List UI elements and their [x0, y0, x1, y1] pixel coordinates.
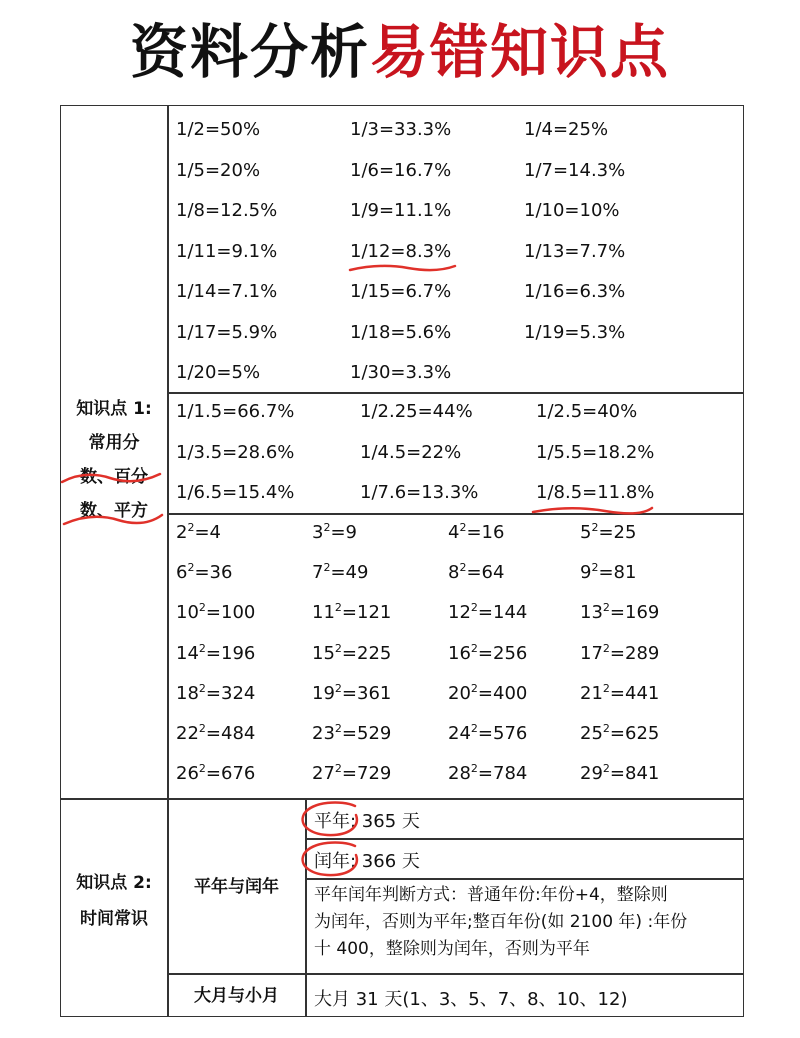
equals-sign: =: [205, 723, 221, 744]
square-value: [580, 763, 659, 784]
square-value: [448, 643, 527, 664]
fraction-value: 1/30=3.3%: [350, 362, 452, 383]
square-base: 3: [312, 522, 324, 543]
fraction-value: 1/7=14.3%: [524, 159, 626, 181]
square-base: 29: [580, 763, 603, 785]
fraction-value: 1/8=12.5%: [176, 200, 278, 221]
square-base: 14: [176, 642, 199, 664]
square-value: [176, 562, 232, 583]
fraction-value: 1/11=9.1%: [176, 240, 278, 262]
equals-sign: =: [477, 723, 493, 744]
square-value: [312, 602, 391, 623]
leap-year-rule-line: 十 400，整除则为闰年，否则为平年: [314, 939, 590, 959]
square-base: 20: [448, 682, 471, 704]
square-value: [176, 643, 255, 664]
square-exponent: 2: [334, 762, 342, 776]
equals-sign: =: [341, 602, 357, 624]
square-base: 10: [176, 602, 199, 624]
fraction-value: 1/14=7.1%: [176, 281, 278, 302]
square-result: 225: [357, 642, 392, 664]
square-base: 5: [580, 522, 592, 543]
square-exponent: 2: [198, 601, 206, 615]
square-result: 400: [493, 682, 528, 704]
equals-sign: =: [341, 682, 357, 704]
square-result: 289: [625, 642, 660, 664]
square-base: 27: [312, 763, 335, 785]
section1-label: [62, 392, 166, 528]
square-value: [448, 522, 504, 543]
decimal-value: 1/7.6=13.3%: [360, 482, 479, 503]
square-value: [580, 723, 659, 744]
square-base: 8: [448, 562, 460, 584]
square-exponent: 2: [187, 521, 195, 534]
equals-sign: =: [477, 602, 493, 624]
square-exponent: 2: [470, 762, 478, 776]
fraction-value: 1/6=16.7%: [350, 159, 452, 181]
equals-sign: =: [609, 602, 625, 624]
page-title: [0, 0, 800, 104]
equals-sign: =: [341, 763, 357, 785]
fraction-value: 1/17=5.9%: [176, 321, 278, 343]
square-exponent: 2: [198, 641, 206, 655]
square-exponent: 2: [198, 762, 206, 776]
square-exponent: 2: [591, 521, 599, 534]
square-exponent: 2: [334, 681, 342, 695]
divider-fractions-decimals: [167, 392, 744, 394]
square-exponent: 2: [602, 762, 610, 776]
square-base: 21: [580, 682, 603, 704]
square-base: 6: [176, 562, 188, 584]
square-exponent: 2: [602, 641, 610, 655]
square-result: 529: [357, 723, 392, 744]
square-exponent: 2: [334, 601, 342, 615]
square-value: [580, 683, 659, 704]
section1-label-line: 数、百分: [80, 467, 148, 487]
equals-sign: =: [609, 682, 625, 704]
fraction-value: 1/12=8.3%: [350, 240, 452, 262]
section2-label-line: 时间常识: [80, 909, 148, 929]
square-base: 2: [176, 522, 188, 543]
month-text: 大月 31 天(1、3、5、7、8、10、12): [314, 989, 628, 1010]
equals-sign: =: [330, 522, 346, 543]
divider-year-col: [305, 798, 307, 1017]
equals-sign: =: [609, 723, 625, 744]
square-result: 784: [493, 763, 528, 785]
square-result: 729: [357, 763, 392, 785]
square-result: 9: [345, 522, 357, 543]
square-value: [580, 643, 659, 664]
square-base: 24: [448, 723, 471, 744]
square-result: 196: [221, 642, 256, 664]
decimal-value: 1/8.5=11.8%: [536, 482, 655, 503]
square-exponent: 2: [591, 561, 599, 575]
equals-sign: =: [205, 763, 221, 785]
divider-section1-section2: [60, 798, 744, 800]
square-value: [448, 723, 527, 744]
square-result: 361: [357, 682, 392, 704]
square-value: [312, 522, 357, 543]
fraction-value: 1/5=20%: [176, 159, 261, 181]
leap-year-days: : 366 天: [350, 851, 420, 872]
leap-year-rule-line: 平年闰年判断方式：普通年份:年份+4，整除则: [314, 885, 668, 905]
equals-sign: =: [205, 682, 221, 704]
square-base: 16: [448, 642, 471, 664]
fraction-value: 1/18=5.6%: [350, 321, 452, 343]
square-value: [448, 683, 527, 704]
fraction-value: 1/4=25%: [524, 119, 609, 140]
square-value: [176, 763, 255, 784]
decimal-value: 1/2.25=44%: [360, 401, 473, 422]
square-result: 25: [613, 522, 637, 543]
decimal-value: 1/6.5=15.4%: [176, 482, 295, 503]
equals-sign: =: [330, 562, 346, 584]
fraction-value: 1/2=50%: [176, 119, 261, 140]
divider-year-month: [167, 973, 744, 975]
decimal-value: 1/5.5=18.2%: [536, 441, 655, 463]
square-result: 4: [209, 522, 221, 543]
square-base: 23: [312, 723, 335, 744]
square-result: 16: [481, 522, 505, 543]
fraction-value: 1/20=5%: [176, 362, 261, 383]
square-result: 49: [345, 562, 369, 584]
square-exponent: 2: [470, 641, 478, 655]
fraction-value: 1/16=6.3%: [524, 281, 626, 302]
square-result: 625: [625, 723, 660, 744]
square-value: [448, 763, 527, 784]
section1-label-line: 数、平方: [80, 501, 148, 521]
square-exponent: 2: [602, 681, 610, 695]
divider-common-leap: [305, 838, 744, 840]
square-exponent: 2: [323, 561, 331, 575]
equals-sign: =: [598, 562, 614, 584]
square-exponent: 2: [470, 601, 478, 615]
square-result: 81: [613, 562, 637, 584]
square-exponent: 2: [602, 722, 610, 735]
equals-sign: =: [466, 562, 482, 584]
equals-sign: =: [598, 522, 614, 543]
leap-year-row: [314, 847, 420, 873]
square-exponent: 2: [334, 641, 342, 655]
fraction-value: 1/9=11.1%: [350, 200, 452, 221]
common-year-row: [314, 807, 420, 833]
section1-label-line: 知识点 1:: [76, 399, 152, 419]
common-year-term: 平年: [314, 811, 350, 832]
square-exponent: 2: [198, 681, 206, 695]
square-value: [312, 763, 391, 784]
square-value: [580, 602, 659, 623]
equals-sign: =: [341, 642, 357, 664]
decimal-value: 1/1.5=66.7%: [176, 401, 295, 422]
equals-sign: =: [194, 562, 210, 584]
square-base: 18: [176, 682, 199, 704]
square-value: [312, 643, 391, 664]
square-base: 9: [580, 562, 592, 584]
leap-year-rule: [314, 882, 744, 963]
divider-leap-rule: [305, 878, 744, 880]
decimal-value: 1/3.5=28.6%: [176, 441, 295, 463]
square-result: 841: [625, 763, 660, 785]
square-exponent: 2: [470, 681, 478, 695]
square-exponent: 2: [334, 722, 342, 735]
square-value: [448, 562, 504, 583]
equals-sign: =: [466, 522, 482, 543]
fraction-value: 1/13=7.7%: [524, 240, 626, 262]
square-result: 144: [493, 602, 528, 624]
square-base: 4: [448, 522, 460, 543]
square-exponent: 2: [323, 521, 331, 534]
square-base: 22: [176, 723, 199, 744]
square-value: [580, 562, 636, 583]
square-result: 64: [481, 562, 505, 584]
square-result: 256: [493, 642, 528, 664]
equals-sign: =: [341, 723, 357, 744]
square-value: [580, 522, 636, 543]
fraction-value: 1/19=5.3%: [524, 321, 626, 343]
square-result: 121: [357, 602, 392, 624]
square-base: 28: [448, 763, 471, 785]
square-base: 7: [312, 562, 324, 584]
equals-sign: =: [205, 602, 221, 624]
square-value: [176, 522, 221, 543]
square-result: 36: [209, 562, 233, 584]
divider-label-col-top: [167, 105, 169, 798]
fraction-value: 1/3=33.3%: [350, 119, 452, 140]
equals-sign: =: [609, 763, 625, 785]
square-result: 169: [625, 602, 660, 624]
square-value: [312, 723, 391, 744]
leap-year-term: 闰年: [314, 851, 350, 872]
square-exponent: 2: [602, 601, 610, 615]
title-red: 易错知识点: [370, 18, 671, 86]
square-value: [176, 602, 255, 623]
decimal-value: 1/2.5=40%: [536, 401, 638, 422]
square-base: 17: [580, 642, 603, 664]
equals-sign: =: [477, 763, 493, 785]
square-base: 15: [312, 642, 335, 664]
fraction-value: 1/10=10%: [524, 200, 620, 221]
square-result: 441: [625, 682, 660, 704]
equals-sign: =: [477, 642, 493, 664]
square-value: [312, 562, 368, 583]
year-label: 平年与闰年: [194, 877, 279, 897]
square-result: 484: [221, 723, 256, 744]
square-base: 12: [448, 602, 471, 624]
common-year-days: : 365 天: [350, 811, 420, 832]
equals-sign: =: [205, 642, 221, 664]
fraction-value: 1/15=6.7%: [350, 281, 452, 302]
equals-sign: =: [194, 522, 210, 543]
square-exponent: 2: [187, 561, 195, 575]
equals-sign: =: [609, 642, 625, 664]
square-base: 11: [312, 602, 335, 624]
month-label: 大月与小月: [194, 986, 279, 1006]
square-base: 25: [580, 723, 603, 744]
square-value: [312, 683, 391, 704]
square-base: 19: [312, 682, 335, 704]
square-exponent: 2: [459, 521, 467, 534]
square-exponent: 2: [198, 722, 206, 735]
square-base: 26: [176, 763, 199, 785]
square-value: [176, 723, 255, 744]
square-value: [176, 683, 255, 704]
divider-decimals-squares: [167, 513, 744, 515]
square-exponent: 2: [459, 561, 467, 575]
square-result: 576: [493, 723, 528, 744]
section2-label: [62, 865, 166, 937]
square-value: [448, 602, 527, 623]
square-result: 324: [221, 682, 256, 704]
square-result: 100: [221, 602, 256, 624]
leap-year-rule-line: 为闰年，否则为平年;整百年份(如 2100 年) :年份: [314, 912, 688, 932]
section1-label-line: 常用分: [88, 433, 140, 453]
equals-sign: =: [477, 682, 493, 704]
section2-label-line: 知识点 2:: [76, 873, 152, 893]
square-base: 13: [580, 602, 603, 624]
square-exponent: 2: [470, 722, 478, 735]
title-black: 资料分析: [129, 18, 370, 86]
square-result: 676: [221, 763, 256, 785]
decimal-value: 1/4.5=22%: [360, 441, 462, 463]
